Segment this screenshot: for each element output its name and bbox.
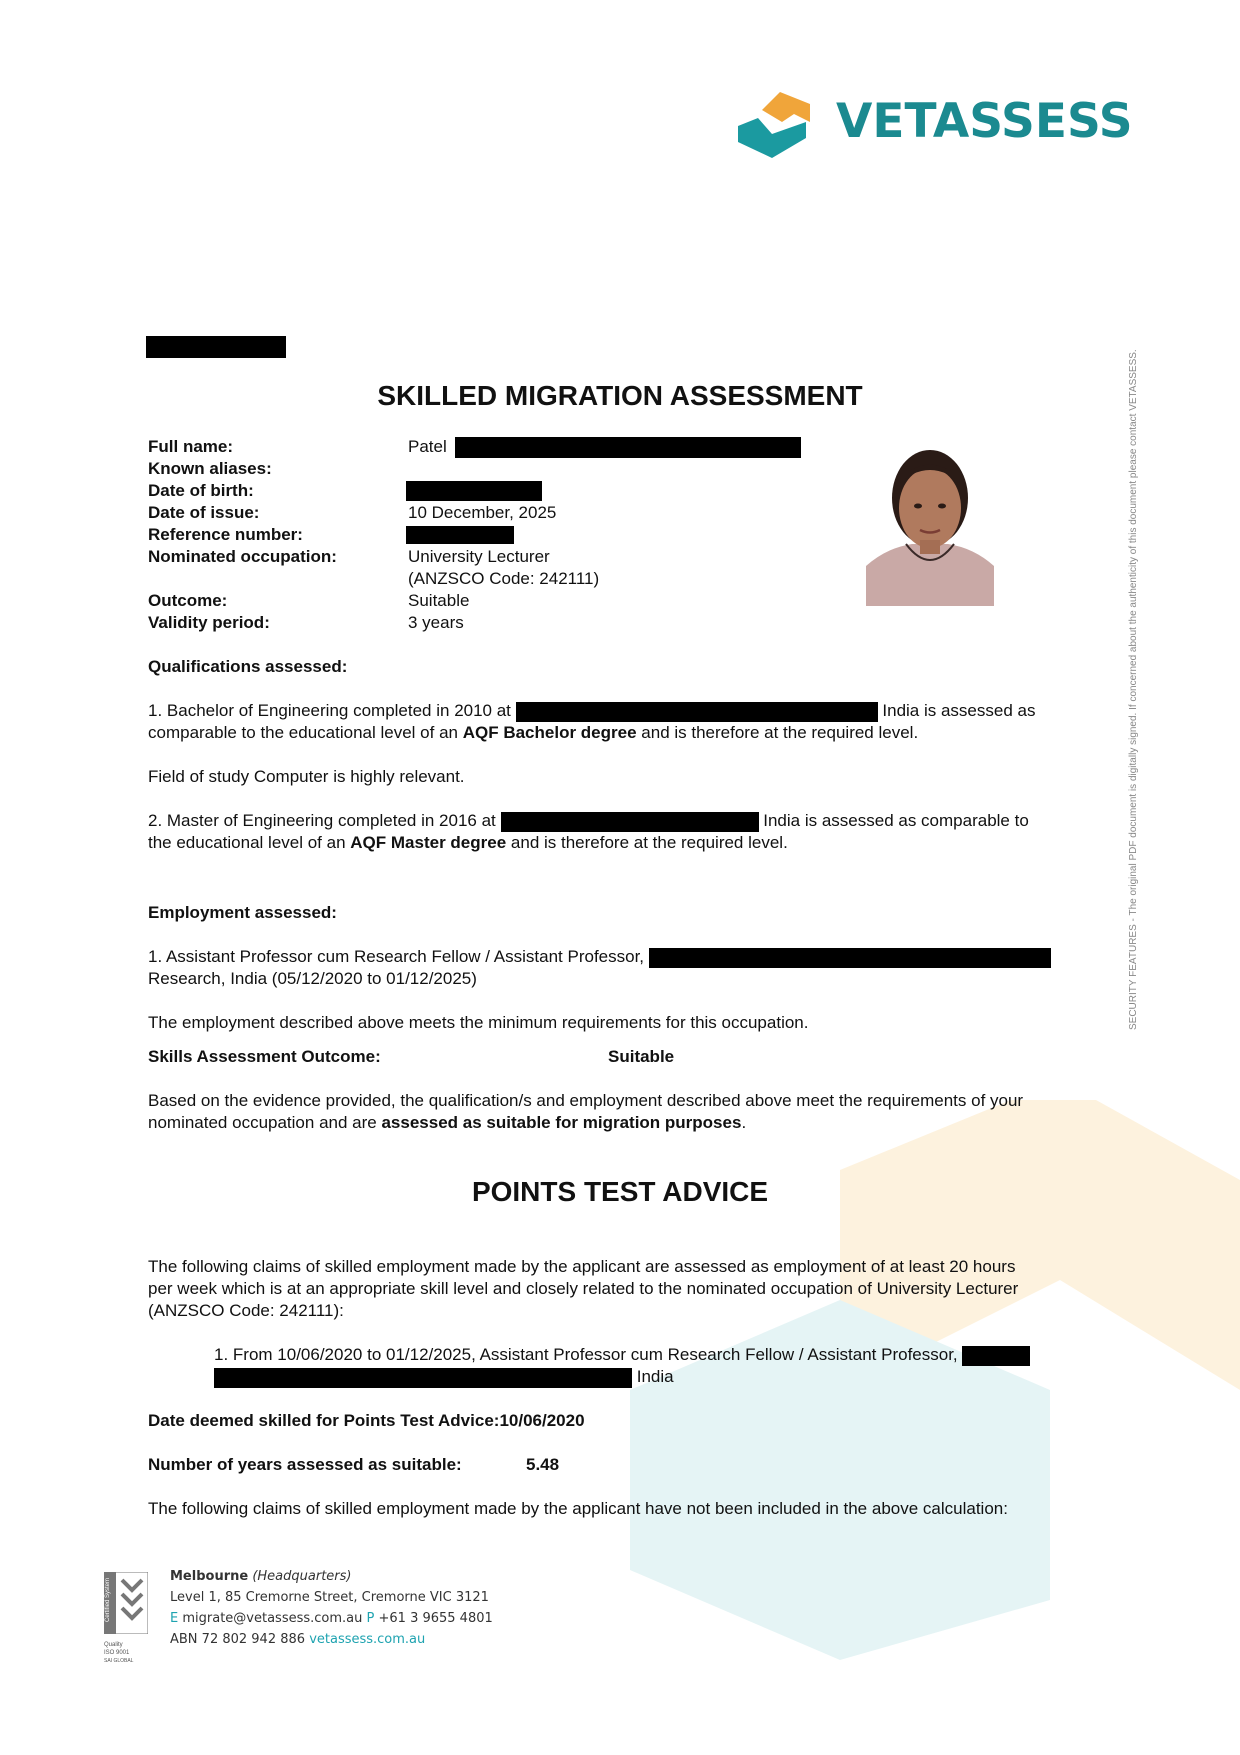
applicant-photo	[866, 436, 994, 606]
page-title: SKILLED MIGRATION ASSESSMENT	[377, 380, 863, 411]
date-deemed-skilled-value: 10/06/2020	[499, 1411, 585, 1430]
aqf-master-degree: AQF Master degree	[350, 833, 507, 852]
employment-meets-requirements: The employment described above meets the minimum requirements for this occupation.	[148, 1013, 809, 1032]
nominated-occupation-label: Nominated occupation:	[148, 547, 337, 566]
qualification-1	[148, 700, 1078, 722]
redacted-block	[406, 481, 542, 501]
footer-hq: (Headquarters)	[252, 1569, 352, 1584]
claims-line1: The following claims of skilled employment made by the applicant are assessed as employment of at least 20 hours	[148, 1257, 1016, 1276]
vetassess-logo-icon	[738, 88, 818, 162]
footer-city-line	[170, 1566, 493, 1587]
vetassess-logo	[738, 88, 1138, 168]
based-on-evidence-line2: nominated occupation and are assessed as suitable for migration purposes.	[148, 1113, 747, 1132]
field-of-study: Field of study Computer is highly relevant.	[148, 767, 465, 786]
redacted-block	[501, 812, 759, 832]
redacted-block	[649, 948, 1051, 968]
qualification-2-start: 2. Master of Engineering completed in 2016 at	[148, 811, 496, 830]
redacted-block	[516, 702, 878, 722]
cert-org: SAI GLOBAL	[104, 1658, 134, 1664]
footer-city: Melbourne	[170, 1569, 249, 1584]
years-assessed-value: 5.48	[526, 1455, 560, 1474]
full-name-text: Patel	[408, 437, 447, 456]
security-features-note: SECURITY FEATURES - The original PDF document is digitally signed. If concerned about the authenticity of this document please contact VETASSESS.	[1128, 349, 1139, 1030]
footer-abn-line	[170, 1629, 493, 1650]
issue-date-label: Date of issue:	[148, 503, 260, 522]
assessed-suitable-phrase: assessed as suitable for migration purposes	[381, 1113, 742, 1132]
footer-address: Level 1, 85 Cremorne Street, Cremorne VIC 3121	[170, 1590, 489, 1605]
qualification-2-line2: the educational level of an AQF Master degree and is therefore at the required level.	[148, 833, 788, 852]
years-assessed-label: Number of years assessed as suitable:	[148, 1455, 462, 1474]
redacted-block	[214, 1368, 632, 1388]
points-item-1-line2: India	[214, 1366, 674, 1388]
not-included-claims: The following claims of skilled employment made by the applicant have not been included in the above calculation:	[148, 1499, 1008, 1518]
employment-1: 1. Assistant Professor cum Research Fellow / Assistant Professor,	[148, 946, 1051, 968]
footer-contact: E migrate@vetassess.com.au P +61 3 9655 4801	[170, 1611, 493, 1626]
redacted-block	[406, 526, 514, 544]
skills-outcome-label: Skills Assessment Outcome:	[148, 1047, 381, 1066]
cert-iso: ISO 9001	[104, 1650, 130, 1656]
aqf-bachelor-degree: AQF Bachelor degree	[462, 723, 637, 742]
outcome-label: Outcome:	[148, 591, 228, 610]
cert-system-text: Certified System	[105, 1577, 111, 1622]
qualification-1-start: 1. Bachelor of Engineering completed in 2010 at	[148, 701, 511, 720]
qualifications-heading: Qualifications assessed:	[148, 657, 348, 676]
nominated-occupation-value: University Lecturer	[408, 547, 550, 566]
footer-phone[interactable]: +61 3 9655 4801	[378, 1611, 493, 1626]
issue-date-value: 10 December, 2025	[408, 503, 557, 522]
qualification-2	[148, 810, 1078, 832]
employment-heading: Employment assessed:	[148, 903, 337, 922]
reference-number-label: Reference number:	[148, 525, 303, 544]
validity-period-label: Validity period:	[148, 613, 270, 632]
full-name-value	[408, 436, 801, 458]
date-deemed-skilled: Date deemed skilled for Points Test Advice:10/06/2020	[148, 1411, 585, 1430]
anzsco-code: (ANZSCO Code: 242111)	[408, 569, 600, 588]
employment-1-line2: Research, India (05/12/2020 to 01/12/2025)	[148, 969, 477, 988]
claims-line2: per week which is at an appropriate skill level and closely related to the nominated occupation of University Lecturer	[148, 1279, 1019, 1298]
validity-period-value: 3 years	[408, 613, 464, 632]
based-on-evidence-line1: Based on the evidence provided, the qualification/s and employment described above meet the requirements of your	[148, 1091, 1024, 1110]
qualification-1-line2: comparable to the educational level of an AQF Bachelor degree and is therefore at the required level.	[148, 723, 919, 742]
claims-line3: (ANZSCO Code: 242111):	[148, 1301, 344, 1320]
footer-email[interactable]: migrate@vetassess.com.au	[182, 1611, 363, 1626]
brand-name: VETASSESS	[836, 94, 1133, 149]
points-test-title: POINTS TEST ADVICE	[471, 1176, 769, 1207]
dob-label: Date of birth:	[148, 481, 254, 500]
cert-quality: Quality	[104, 1642, 123, 1648]
full-name-label: Full name:	[148, 437, 234, 456]
redacted-block	[455, 437, 801, 458]
outcome-value: Suitable	[408, 591, 470, 610]
known-aliases-label: Known aliases:	[148, 459, 272, 478]
certification-badge	[104, 1572, 150, 1666]
footer-website-link[interactable]: vetassess.com.au	[309, 1632, 426, 1647]
footer-address-block	[170, 1566, 493, 1650]
qualification-2-mid: India is assessed as comparable to	[763, 811, 1029, 830]
redacted-block	[962, 1346, 1030, 1366]
footer-abn: ABN 72 802 942 886	[170, 1632, 306, 1647]
points-item-1: 1. From 10/06/2020 to 01/12/2025, Assistant Professor cum Research Fellow / Assistant Professor,	[214, 1344, 1030, 1366]
qualification-1-mid: India is assessed as	[882, 701, 1036, 720]
redacted-block	[146, 336, 286, 358]
skills-outcome-value: Suitable	[608, 1047, 675, 1066]
